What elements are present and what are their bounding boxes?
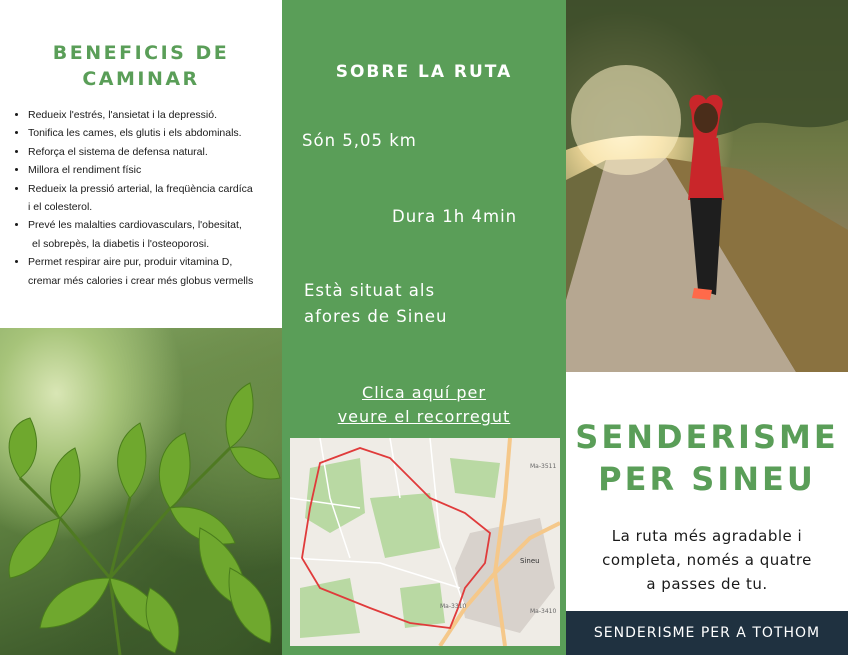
benefit-item: • Redueix la pressió arterial, la freqüència cardíca i el colesterol. xyxy=(28,180,282,217)
benefits-title xyxy=(0,40,282,92)
leaves-illustration xyxy=(0,328,282,655)
benefit-item: • Permet respirar aire pur, produir vitamina D, cremar més calories i crear més globus vermells xyxy=(28,253,282,290)
route-distance: Són 5,05 km xyxy=(302,131,417,150)
benefits-title-line1: BENEFICIS DE xyxy=(52,42,230,64)
svg-text:Ma-3410: Ma-3410 xyxy=(530,608,557,615)
benefit-item: • Prevé les malalties cardiovasculars, l'obesitat, el sobrepès, la diabetis i l'osteoporosi. xyxy=(28,216,282,253)
map-graphic xyxy=(290,438,560,646)
svg-text:Sineu: Sineu xyxy=(520,557,540,565)
route-title: SOBRE LA RUTA xyxy=(335,62,513,82)
walker-photo xyxy=(566,0,848,372)
tagline: La ruta més agradable i completa, només a quatre a passes de tu. xyxy=(602,527,812,593)
svg-text:Ma-3511: Ma-3511 xyxy=(530,463,557,470)
route-map[interactable] xyxy=(290,438,560,646)
leaves-photo xyxy=(0,328,282,655)
route-panel xyxy=(282,0,566,655)
route-location: Està situat als afores de Sineu xyxy=(304,281,448,326)
benefit-item: • Tonifica les cames, els glutis i els abdominals. xyxy=(28,124,282,142)
route-map-link[interactable]: Clica aquí per veure el recorregut xyxy=(337,383,511,426)
svg-text:Ma-3310: Ma-3310 xyxy=(440,603,467,610)
benefit-item: • Millora el rendiment físic xyxy=(28,161,282,179)
benefit-item: • Reforça el sistema de defensa natural. xyxy=(28,143,282,161)
walker-illustration xyxy=(566,0,848,372)
benefits-list xyxy=(12,106,282,290)
benefits-title-line2: CAMINAR xyxy=(82,68,200,90)
hero-panel xyxy=(566,372,848,655)
route-duration: Dura 1h 4min xyxy=(392,207,518,226)
footer-banner: SENDERISME PER A TOTHOM xyxy=(566,611,848,655)
benefits-panel xyxy=(0,0,282,328)
benefit-item: • Redueix l'estrés, l'ansietat i la depressió. xyxy=(28,106,282,124)
main-title: SENDERISME PER SINEU xyxy=(575,418,839,498)
